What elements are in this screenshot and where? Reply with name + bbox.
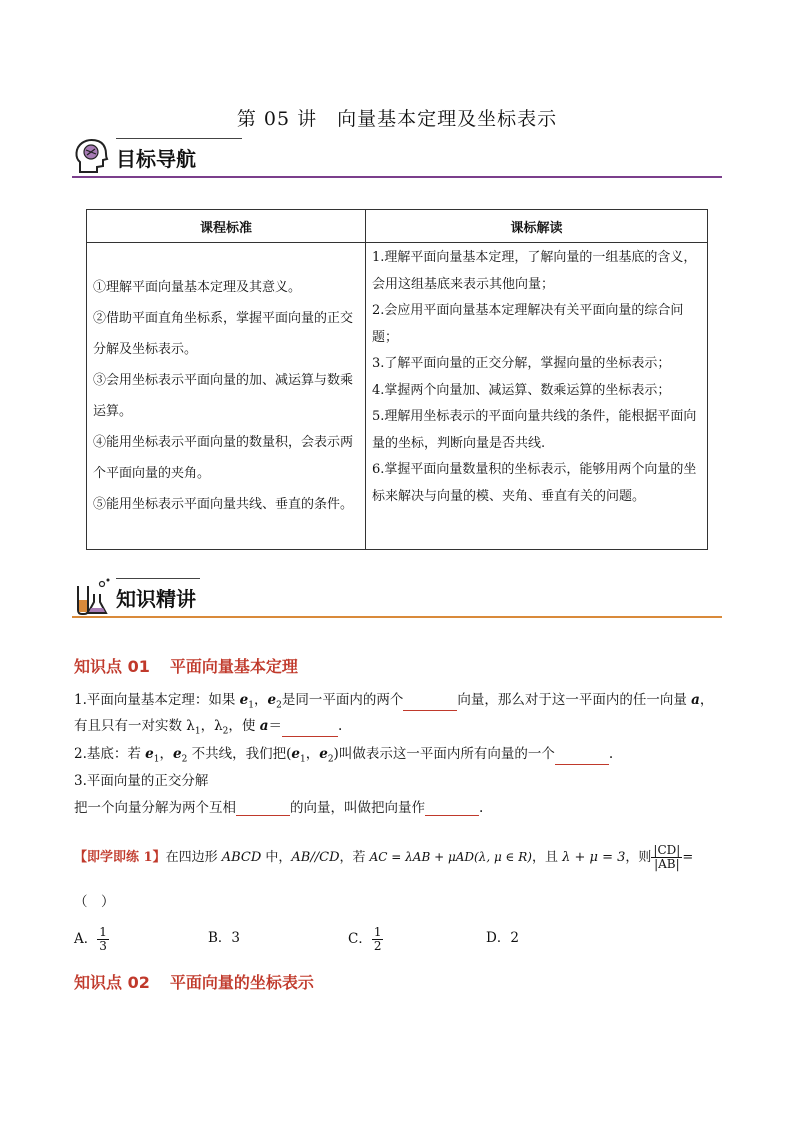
interpretation-item: 1.理解平面向量基本定理，了解向量的一组基底的含义，会用这组基底来表示其他向量； bbox=[372, 250, 697, 292]
section-knowledge bbox=[72, 574, 722, 618]
interpretation-item: 5.理解用坐标表示的平面向量共线的条件，能根据平面向量的坐标，判断向量是否共线. bbox=[372, 409, 697, 451]
option-a[interactable]: A． $\frac{1}{3}$ bbox=[74, 925, 107, 953]
theorem-line-1: 1.平面向量基本定理：如果 $e_1$，$e_2$是同一平面内的两个 向量，那么对于这一平面内的任一向量 a， bbox=[74, 692, 714, 711]
vector-equation: AC = λAB + μAD(λ, μ ∈ R) bbox=[369, 850, 532, 864]
standard-item: ②借助平面直角坐标系，掌握平面向量的正交分解及坐标表示。 bbox=[93, 311, 354, 357]
knowledge-point-heading bbox=[74, 970, 314, 993]
basis-line: 2.基底：若 $e_1$，$e_2$ 不共线，我们把($e_1$，$e_2$)叫做表示这一平面内所有向量的一个 . bbox=[74, 746, 614, 765]
ratio-fraction: $\frac{|CD|}{|AB|}$ bbox=[653, 843, 681, 871]
standard-item: ⑤能用坐标表示平面向量共线、垂直的条件。 bbox=[93, 497, 354, 512]
short-rule bbox=[116, 138, 242, 139]
exercise-tag: 【即学即练 1】 bbox=[74, 850, 166, 865]
short-rule bbox=[116, 578, 200, 579]
brain-head-icon bbox=[72, 136, 112, 176]
orthogonal-heading: 3.平面向量的正交分解 bbox=[74, 773, 209, 789]
orthogonal-line: 把一个向量分解为两个互相 的向量，叫做把向量作 . bbox=[74, 800, 484, 816]
section-goal-nav bbox=[72, 134, 722, 178]
interpretations-cell bbox=[366, 243, 708, 550]
fill-blank[interactable] bbox=[403, 696, 457, 711]
section-label: 目标导航 bbox=[116, 147, 196, 171]
kp-label: 知识点 01 bbox=[74, 657, 150, 676]
option-c[interactable]: C． $\frac{1}{2}$ bbox=[348, 925, 382, 953]
standard-item: ①理解平面向量基本定理及其意义。 bbox=[93, 280, 302, 295]
knowledge-point-heading bbox=[74, 654, 298, 677]
theorem-line-2: 有且只有一对实数 $\lambda_1$，$\lambda_2$，使 a＝ . bbox=[74, 718, 343, 737]
curriculum-table bbox=[86, 209, 708, 550]
fill-blank[interactable] bbox=[236, 801, 290, 816]
fill-blank[interactable] bbox=[555, 750, 609, 765]
table-header: 课程标准 bbox=[87, 210, 366, 243]
standard-item: ③会用坐标表示平面向量的加、减运算与数乘运算。 bbox=[93, 373, 354, 419]
section-rule bbox=[72, 616, 722, 618]
section-rule bbox=[72, 176, 722, 178]
fill-blank[interactable] bbox=[282, 722, 338, 737]
standard-item: ④能用坐标表示平面向量的数量积，会表示两个平面向量的夹角。 bbox=[93, 435, 354, 481]
section-label: 知识精讲 bbox=[116, 587, 196, 611]
exercise-question: 【即学即练 1】在四边形 ABCD 中，AB//CD，若 AC = λAB + μAD(λ, μ ∈ R)，且 λ + μ = 3，则 $\frac{|CD|}{|AB|}$ = bbox=[74, 843, 694, 871]
kp-label: 知识点 02 bbox=[74, 973, 150, 992]
option-d[interactable]: D．2 bbox=[486, 930, 519, 946]
kp-title: 平面向量的坐标表示 bbox=[169, 973, 314, 992]
interpretation-item: 6.掌握平面向量数量积的坐标表示，能够用两个向量的坐标来解决与向量的模、夹角、垂直有关的问题。 bbox=[372, 462, 697, 504]
interpretation-item: 2.会应用平面向量基本定理解决有关平面向量的综合问题； bbox=[372, 303, 684, 345]
page-title: 第 05 讲 向量基本定理及坐标表示 bbox=[236, 108, 558, 130]
table-header: 课标解读 bbox=[366, 210, 708, 243]
interpretation-item: 3.了解平面向量的正交分解，掌握向量的坐标表示； bbox=[372, 356, 671, 371]
standards-cell bbox=[87, 243, 366, 550]
interpretation-item: 4.掌握两个向量加、减运算、数乘运算的坐标表示； bbox=[372, 382, 671, 398]
flask-icon bbox=[72, 576, 112, 616]
fill-blank[interactable] bbox=[425, 801, 479, 816]
answer-paren: （ ） bbox=[74, 894, 115, 910]
kp-title: 平面向量基本定理 bbox=[169, 657, 298, 676]
option-b[interactable]: B．3 bbox=[208, 930, 241, 946]
